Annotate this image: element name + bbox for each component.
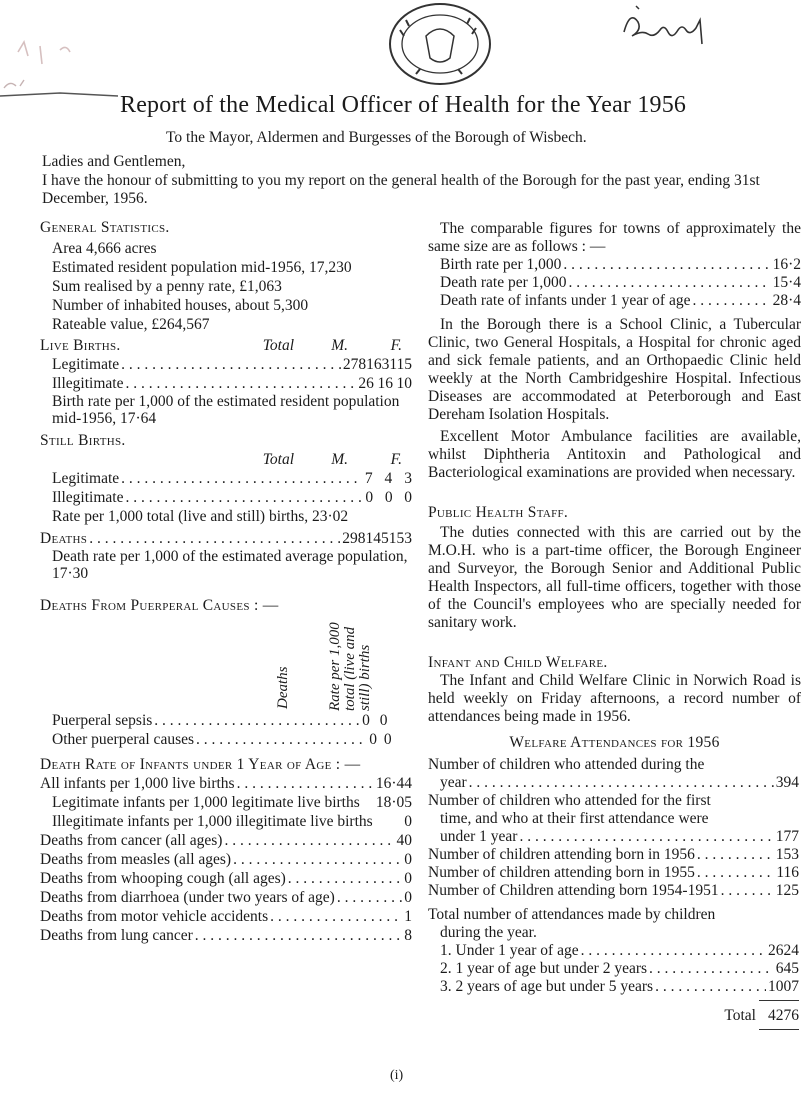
intro-paragraph: I have the honour of submitting to you my report on the general health of the Borough for the past year, ending 31st December, 1956.	[42, 172, 760, 207]
row-label: Illegitimate	[52, 489, 124, 506]
cell-total: 7	[364, 470, 373, 487]
comparable-row	[428, 292, 801, 310]
cell-total: 26	[358, 375, 374, 392]
cell-rate: 0	[383, 731, 392, 748]
deaths-row	[40, 529, 412, 548]
row-value: 645	[775, 960, 799, 977]
page-number: (i)	[390, 1068, 404, 1083]
row-label: 3. 2 years of age but under 5 years	[440, 978, 654, 995]
row-label: Death rate per 1,000	[440, 274, 567, 291]
general-line: Estimated resident population mid-1956, 17,230	[52, 259, 352, 276]
row-value: 394	[775, 774, 799, 791]
row-label: Puerperal sepsis	[52, 712, 153, 729]
infant-legit-block	[40, 793, 412, 812]
puerperal-column-headers	[40, 615, 412, 711]
row-label: Deaths from cancer (all ages)	[40, 832, 223, 849]
live-births-heading: Live Births.	[40, 337, 121, 354]
row-value: 0	[404, 851, 412, 868]
handwritten-signature	[616, 2, 736, 52]
report-title: Report of the Medical Officer of Health for the Year 1956	[120, 92, 687, 118]
row-label-cont: under 1 year	[440, 828, 518, 845]
cell-m: 145	[365, 530, 389, 547]
infant-deaths-heading: Death Rate of Infants under 1 Year of Age : —	[40, 756, 361, 773]
row-label: Deaths from lung cancer	[40, 927, 193, 944]
birth-rate-text: Birth rate per 1,000 of the estimated resident population mid-1956, 17·64	[52, 393, 400, 427]
cell-total: 0	[365, 489, 374, 506]
col-m: M.	[331, 451, 348, 468]
row-value: 28·4	[772, 292, 801, 309]
hospitals-paragraph: In the Borough there is a School Clinic, a Tubercular Clinic, two General Hospitals, a Hospital for chronic aged and sick female patients, and an Orthopaedic Clinic held weekly at the North Cambridgeshire Hospital. Infectious Diseases are accommodated at Peterborough and East Dereham Isolation Hospitals.	[428, 316, 801, 423]
cell-deaths: 0	[369, 731, 377, 748]
col-rate-line1: Rate per 1,000	[327, 622, 343, 711]
row-label: Number of children attending born in 1955	[428, 864, 695, 881]
row-value: 1007	[768, 978, 799, 995]
deaths-label: Deaths	[40, 530, 88, 547]
col-m: M.	[331, 337, 348, 354]
staff-heading: Public Health Staff.	[428, 504, 569, 521]
row-value: 0	[404, 870, 412, 887]
row-label: Legitimate	[52, 470, 120, 487]
total-rule-top	[759, 1000, 799, 1001]
row-label: Death rate of infants under 1 year of age	[440, 292, 691, 309]
cell-m: 16	[377, 375, 393, 392]
row-label: Illegitimate	[52, 375, 124, 392]
general-line: Area 4,666 acres	[52, 240, 157, 257]
row-label: Number of children attending born in 1956	[428, 846, 695, 863]
row-label: Number of Children attending born 1954-1951	[428, 882, 719, 899]
address-line: To the Mayor, Aldermen and Burgesses of the Borough of Wisbech.	[166, 129, 587, 146]
cell-f: 10	[396, 375, 412, 392]
row-value: 116	[776, 864, 799, 881]
row-label: 1. Under 1 year of age	[440, 942, 579, 959]
row-value: 16·2	[772, 256, 801, 273]
live-births-header	[40, 336, 412, 355]
library-stamp-mark	[0, 0, 140, 100]
right-column	[428, 218, 801, 1030]
still-births-row	[40, 469, 412, 488]
row-value: 177	[775, 828, 799, 845]
welfare-row	[428, 846, 799, 864]
still-births-heading: Still Births.	[40, 432, 126, 449]
live-births-row	[40, 374, 412, 393]
staff-paragraph: The duties connected with this are carried out by the M.O.H. who is a part-time officer, the Borough Engineer and Surveyor, the Borough Senior and Additional Public Health Inspectors, all full-time officers, together with those of the Council's employees who are specially needed for sanitary work.	[428, 524, 801, 631]
row-label: Number of children who attended during the	[428, 756, 705, 773]
total-attendances-intro: Total number of attendances made by children during the year.	[428, 906, 716, 941]
col-total: Total	[262, 451, 294, 468]
row-label: Deaths from measles (all ages)	[40, 851, 232, 868]
row-value: 153	[775, 846, 799, 863]
borough-seal-emblem	[386, 2, 494, 86]
row-label: Legitimate infants per 1,000 legitimate live births	[52, 794, 360, 811]
still-births-row	[40, 488, 412, 507]
infant-all-row	[40, 774, 412, 793]
cell-total: 278	[342, 356, 367, 373]
row-label: 2. 1 year of age but under 2 years	[440, 960, 648, 977]
cell-m: 163	[366, 356, 390, 373]
cell-f: 0	[404, 489, 412, 506]
puerperal-row	[40, 711, 412, 730]
welfare-paragraph: The Infant and Child Welfare Clinic in Norwich Road is held weekly on Friday afternoons, a record number of attendances being made in 1956.	[428, 672, 801, 725]
row-label: Birth rate per 1,000	[440, 256, 562, 273]
row-value: 2624	[768, 942, 799, 959]
total-rule-bottom	[759, 1029, 799, 1030]
welfare-row	[428, 828, 799, 846]
cell-deaths: 0	[362, 712, 370, 729]
total-label: Total	[724, 1007, 756, 1024]
row-value: 125	[775, 882, 799, 899]
cause-row	[40, 831, 412, 850]
row-label-cont: year	[440, 774, 467, 791]
general-statistics-heading: General Statistics.	[40, 219, 170, 236]
col-total: Total	[262, 337, 294, 354]
welfare-row	[428, 864, 799, 882]
left-column	[40, 218, 412, 945]
attendance-total-row	[428, 1007, 799, 1025]
row-label-cont: time, and who at their first attendance were	[440, 810, 709, 827]
row-value: 40	[396, 832, 412, 849]
still-births-header	[40, 450, 412, 469]
cell-m: 4	[384, 470, 393, 487]
puerperal-row	[40, 730, 412, 749]
live-births-row	[40, 355, 412, 374]
row-value: 18·05	[375, 794, 412, 811]
cause-row	[40, 888, 412, 907]
row-label: Other puerperal causes	[52, 731, 195, 748]
row-label: Legitimate	[52, 356, 120, 373]
col-f: F.	[390, 337, 402, 354]
attendance-row	[428, 942, 799, 960]
row-value: 0	[404, 889, 412, 906]
col-rate-line2: total (live and	[342, 626, 358, 711]
row-label: Deaths from diarrhoea (under two years of age)	[40, 889, 335, 906]
total-value: 4276	[768, 1007, 799, 1024]
welfare-heading: Infant and Child Welfare.	[428, 654, 608, 671]
ambulance-paragraph: Excellent Motor Ambulance facilities are available, whilst Diphtheria Antitoxin and Pathological and Bacteriological examinations are provided when necessary.	[428, 428, 801, 481]
col-rate-line3: still) births	[357, 644, 373, 711]
cause-row	[40, 926, 412, 945]
cause-row	[40, 907, 412, 926]
comparable-row	[428, 256, 801, 274]
puerperal-heading: Deaths From Puerperal Causes : —	[40, 597, 279, 614]
welfare-row	[428, 774, 799, 792]
row-label: Illegitimate infants per 1,000 illegitimate live births	[52, 813, 373, 830]
infant-illegit-block: Illegitimate infants per 1,000 illegitimate live births 0	[52, 813, 412, 830]
cause-row	[40, 869, 412, 888]
welfare-subheading: Welfare Attendances for 1956	[509, 734, 720, 751]
comparable-row	[428, 274, 801, 292]
col-deaths: Deaths	[275, 666, 291, 709]
comparable-intro: The comparable figures for towns of approximately the same size are as follows : —	[428, 220, 801, 255]
welfare-table	[428, 756, 801, 1030]
col-f: F.	[390, 451, 402, 468]
cell-f: 153	[388, 530, 412, 547]
row-label: Deaths from motor vehicle accidents	[40, 908, 269, 925]
general-line: Sum realised by a penny rate, £1,063	[52, 278, 282, 295]
row-label: All infants per 1,000 live births	[40, 775, 235, 792]
still-birth-rate-text: Rate per 1,000 total (live and still) births, 23·02	[52, 508, 349, 525]
row-value: 16·44	[375, 775, 412, 792]
row-label: Deaths from whooping cough (all ages)	[40, 870, 286, 887]
general-line: Number of inhabited houses, about 5,300	[52, 297, 309, 314]
row-value: 15·4	[772, 274, 801, 291]
cell-f: 115	[389, 356, 412, 373]
cell-m: 0	[384, 489, 393, 506]
welfare-row	[428, 882, 799, 900]
row-label: Number of children who attended for the first	[428, 792, 711, 809]
attendance-row	[428, 978, 799, 996]
attendance-row	[428, 960, 799, 978]
general-line: Rateable value, £264,567	[52, 316, 210, 333]
cell-rate: 0	[379, 712, 388, 729]
cell-total: 298	[342, 530, 366, 547]
row-value: 1	[404, 908, 412, 925]
salutation: Ladies and Gentlemen,	[42, 153, 186, 170]
row-value: 8	[404, 927, 412, 944]
cell-f: 3	[404, 470, 412, 487]
death-rate-text: Death rate per 1,000 of the estimated average population, 17·30	[52, 548, 408, 582]
cause-row	[40, 850, 412, 869]
